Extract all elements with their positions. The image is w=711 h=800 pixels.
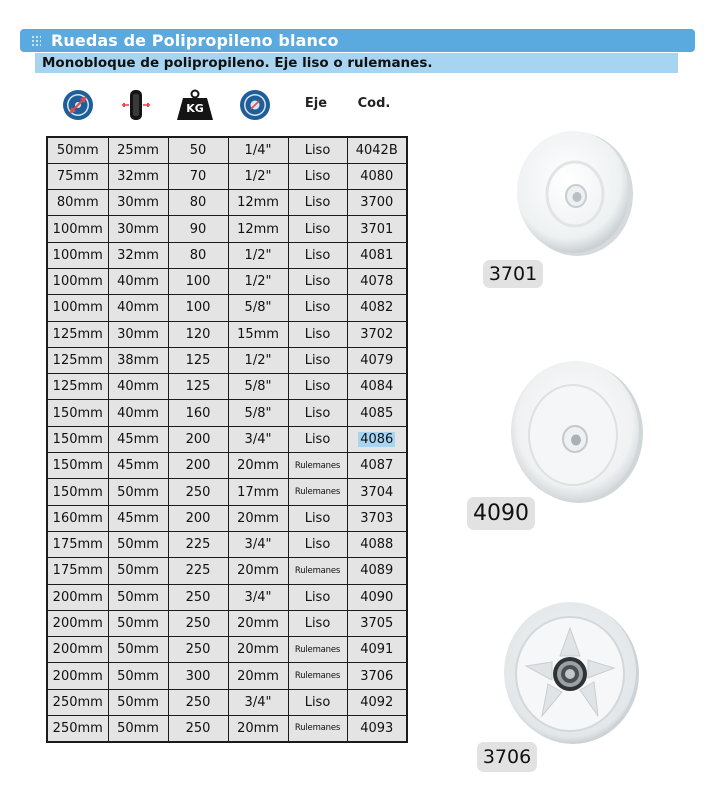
bore-cell: 1/2" xyxy=(228,163,288,189)
table-row xyxy=(47,137,407,163)
load-kg-cell: 225 xyxy=(168,531,228,557)
diameter-cell: 100mm xyxy=(47,216,108,242)
table-row xyxy=(47,216,407,242)
bore-cell: 20mm xyxy=(228,505,288,531)
code-cell: 4093 xyxy=(347,716,407,742)
width-cell: 50mm xyxy=(108,584,168,610)
bore-cell: 20mm xyxy=(228,663,288,689)
axle-cell: Liso xyxy=(288,137,347,163)
code-cell: 4082 xyxy=(347,295,407,321)
bore-cell: 17mm xyxy=(228,479,288,505)
table-row xyxy=(47,400,407,426)
table-row xyxy=(47,531,407,557)
code-cell: 3702 xyxy=(347,321,407,347)
code-cell: 4089 xyxy=(347,558,407,584)
width-cell: 50mm xyxy=(108,663,168,689)
table-row xyxy=(47,295,407,321)
diameter-cell: 125mm xyxy=(47,347,108,373)
code-cell xyxy=(347,426,407,452)
code-cell: 4085 xyxy=(347,400,407,426)
page-title: Ruedas de Polipropileno blanco xyxy=(51,31,339,50)
wheel-image-3701 xyxy=(515,128,635,260)
load-kg-cell: 100 xyxy=(168,295,228,321)
bore-cell: 5/8" xyxy=(228,374,288,400)
width-cell: 40mm xyxy=(108,400,168,426)
load-kg-cell: 80 xyxy=(168,190,228,216)
code-cell: 4091 xyxy=(347,637,407,663)
diameter-cell: 100mm xyxy=(47,295,108,321)
width-cell: 30mm xyxy=(108,321,168,347)
subtitle-bar xyxy=(35,53,678,73)
diameter-cell: 160mm xyxy=(47,505,108,531)
load-kg-cell: 90 xyxy=(168,216,228,242)
axle-cell: Liso xyxy=(288,374,347,400)
diameter-cell: 150mm xyxy=(47,479,108,505)
load-kg-cell: 160 xyxy=(168,400,228,426)
bore-cell: 1/4" xyxy=(228,137,288,163)
bore-cell: 12mm xyxy=(228,216,288,242)
load-kg-cell: 50 xyxy=(168,137,228,163)
diameter-cell: 250mm xyxy=(47,689,108,715)
bore-cell: 20mm xyxy=(228,610,288,636)
code-cell: 3700 xyxy=(347,190,407,216)
table-row xyxy=(47,716,407,742)
weight-kg-label: KG xyxy=(186,102,204,115)
table-row xyxy=(47,610,407,636)
width-cell: 38mm xyxy=(108,347,168,373)
load-kg-cell: 250 xyxy=(168,479,228,505)
load-kg-cell: 100 xyxy=(168,268,228,294)
diameter-cell: 200mm xyxy=(47,610,108,636)
load-kg-cell: 250 xyxy=(168,716,228,742)
table-row xyxy=(47,190,407,216)
table-row xyxy=(47,268,407,294)
table-row xyxy=(47,584,407,610)
table-row xyxy=(47,163,407,189)
page-subtitle: Monobloque de polipropileno. Eje liso o rulemanes. xyxy=(42,55,433,71)
wheel-image-3706 xyxy=(500,598,642,750)
load-kg-cell: 125 xyxy=(168,374,228,400)
bore-diameter-icon xyxy=(235,86,275,124)
code-cell: 4088 xyxy=(347,531,407,557)
diameter-cell: 150mm xyxy=(47,426,108,452)
bore-cell: 5/8" xyxy=(228,400,288,426)
diameter-cell: 100mm xyxy=(47,242,108,268)
code-cell: 3704 xyxy=(347,479,407,505)
table-row xyxy=(47,321,407,347)
table-row xyxy=(47,347,407,373)
bore-cell: 1/2" xyxy=(228,268,288,294)
bore-cell: 20mm xyxy=(228,637,288,663)
axle-cell: Liso xyxy=(288,347,347,373)
width-cell: 45mm xyxy=(108,453,168,479)
width-cell: 50mm xyxy=(108,479,168,505)
width-cell: 25mm xyxy=(108,137,168,163)
width-cell: 50mm xyxy=(108,531,168,557)
diameter-cell: 200mm xyxy=(47,663,108,689)
bore-cell: 15mm xyxy=(228,321,288,347)
code-cell: 3706 xyxy=(347,663,407,689)
width-cell: 32mm xyxy=(108,163,168,189)
width-cell: 50mm xyxy=(108,716,168,742)
diameter-cell: 150mm xyxy=(47,453,108,479)
width-cell: 32mm xyxy=(108,242,168,268)
highlighted-code: 4086 xyxy=(360,431,394,447)
table-row xyxy=(47,374,407,400)
axle-cell: Liso xyxy=(288,505,347,531)
axle-cell: Liso xyxy=(288,321,347,347)
code-column-header: Cod. xyxy=(357,96,391,111)
code-cell: 4087 xyxy=(347,453,407,479)
width-cell: 45mm xyxy=(108,426,168,452)
bore-cell: 20mm xyxy=(228,558,288,584)
code-cell: 4079 xyxy=(347,347,407,373)
axle-cell: Liso xyxy=(288,163,347,189)
code-cell: 4092 xyxy=(347,689,407,715)
load-kg-cell: 120 xyxy=(168,321,228,347)
bore-cell: 1/2" xyxy=(228,347,288,373)
code-cell: 3705 xyxy=(347,610,407,636)
load-kg-cell: 70 xyxy=(168,163,228,189)
diameter-cell: 200mm xyxy=(47,584,108,610)
width-cell: 40mm xyxy=(108,374,168,400)
code-cell: 3703 xyxy=(347,505,407,531)
load-kg-cell: 200 xyxy=(168,453,228,479)
axle-cell: Rulemanes xyxy=(288,663,347,689)
product-code-badge: 4090 xyxy=(467,497,535,530)
diameter-cell: 125mm xyxy=(47,321,108,347)
table-row xyxy=(47,558,407,584)
axle-cell: Rulemanes xyxy=(288,637,347,663)
bore-cell: 3/4" xyxy=(228,689,288,715)
axle-cell: Liso xyxy=(288,584,347,610)
axle-cell: Liso xyxy=(288,190,347,216)
axle-cell: Liso xyxy=(288,610,347,636)
wheel-diameter-icon xyxy=(58,86,98,124)
load-kg-cell: 225 xyxy=(168,558,228,584)
axle-cell: Liso xyxy=(288,400,347,426)
weight-kg-icon xyxy=(175,86,215,124)
code-cell: 4078 xyxy=(347,268,407,294)
table-row xyxy=(47,505,407,531)
axle-cell: Liso xyxy=(288,531,347,557)
diameter-cell: 250mm xyxy=(47,716,108,742)
table-row xyxy=(47,242,407,268)
width-cell: 45mm xyxy=(108,505,168,531)
axle-cell: Liso xyxy=(288,268,347,294)
bore-cell: 20mm xyxy=(228,453,288,479)
width-cell: 40mm xyxy=(108,295,168,321)
diameter-cell: 80mm xyxy=(47,190,108,216)
diameter-cell: 50mm xyxy=(47,137,108,163)
diameter-cell: 150mm xyxy=(47,400,108,426)
axle-cell: Rulemanes xyxy=(288,716,347,742)
width-cell: 50mm xyxy=(108,558,168,584)
table-row xyxy=(47,426,407,452)
bore-cell: 20mm xyxy=(228,716,288,742)
width-cell: 30mm xyxy=(108,190,168,216)
specs-table xyxy=(46,136,408,743)
axle-cell: Liso xyxy=(288,216,347,242)
load-kg-cell: 250 xyxy=(168,637,228,663)
code-cell: 4042B xyxy=(347,137,407,163)
axle-cell: Rulemanes xyxy=(288,479,347,505)
table-row xyxy=(47,689,407,715)
code-cell: 3701 xyxy=(347,216,407,242)
grip-icon xyxy=(31,35,41,47)
diameter-cell: 175mm xyxy=(47,558,108,584)
code-cell: 4090 xyxy=(347,584,407,610)
axle-cell: Liso xyxy=(288,426,347,452)
axle-cell: Liso xyxy=(288,689,347,715)
load-kg-cell: 300 xyxy=(168,663,228,689)
load-kg-cell: 80 xyxy=(168,242,228,268)
axle-cell: Liso xyxy=(288,295,347,321)
table-row xyxy=(47,453,407,479)
load-kg-cell: 200 xyxy=(168,505,228,531)
table-row xyxy=(47,637,407,663)
code-cell: 4084 xyxy=(347,374,407,400)
width-cell: 50mm xyxy=(108,610,168,636)
table-row xyxy=(47,479,407,505)
load-kg-cell: 250 xyxy=(168,689,228,715)
title-bar xyxy=(20,29,695,52)
diameter-cell: 125mm xyxy=(47,374,108,400)
load-kg-cell: 200 xyxy=(168,426,228,452)
diameter-cell: 75mm xyxy=(47,163,108,189)
width-cell: 40mm xyxy=(108,268,168,294)
width-cell: 50mm xyxy=(108,637,168,663)
bore-cell: 5/8" xyxy=(228,295,288,321)
diameter-cell: 200mm xyxy=(47,637,108,663)
wheel-width-icon xyxy=(116,86,156,124)
bore-cell: 1/2" xyxy=(228,242,288,268)
axle-cell: Liso xyxy=(288,242,347,268)
bore-cell: 3/4" xyxy=(228,426,288,452)
load-kg-cell: 250 xyxy=(168,610,228,636)
code-cell: 4081 xyxy=(347,242,407,268)
axle-cell: Rulemanes xyxy=(288,558,347,584)
wheel-image-4090 xyxy=(507,355,647,509)
load-kg-cell: 250 xyxy=(168,584,228,610)
product-code-badge: 3706 xyxy=(477,742,537,772)
width-cell: 30mm xyxy=(108,216,168,242)
diameter-cell: 175mm xyxy=(47,531,108,557)
axle-column-header: Eje xyxy=(304,96,328,111)
product-code-badge: 3701 xyxy=(483,260,543,288)
axle-cell: Rulemanes xyxy=(288,453,347,479)
load-kg-cell: 125 xyxy=(168,347,228,373)
table-row xyxy=(47,663,407,689)
bore-cell: 3/4" xyxy=(228,584,288,610)
diameter-cell: 100mm xyxy=(47,268,108,294)
bore-cell: 12mm xyxy=(228,190,288,216)
width-cell: 50mm xyxy=(108,689,168,715)
code-cell: 4080 xyxy=(347,163,407,189)
bore-cell: 3/4" xyxy=(228,531,288,557)
